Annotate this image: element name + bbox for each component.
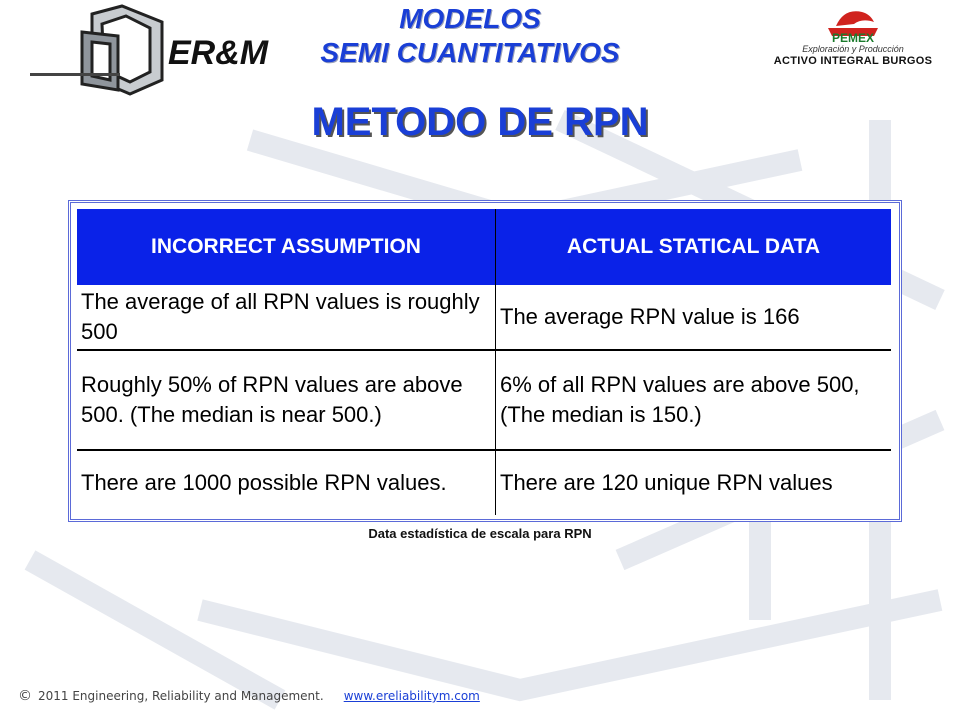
pemex-eagle-icon	[758, 4, 948, 44]
footer-link[interactable]: www.ereliabilitym.com	[343, 689, 480, 703]
header-title-line2: SEMI CUANTITATIVOS	[320, 37, 620, 68]
footer	[18, 688, 480, 704]
rpn-table-frame	[68, 200, 902, 522]
logo-text: ER&M	[168, 34, 269, 72]
table-cell: There are 120 unique RPN values	[500, 470, 833, 495]
pemex-tagline: Exploración y Producción	[802, 44, 904, 54]
copyright-icon: ©	[18, 688, 32, 704]
table-row	[77, 350, 891, 450]
table-cell: There are 1000 possible RPN values.	[77, 450, 496, 515]
slide-subtitle: METODO DE RPN	[311, 100, 649, 144]
table-caption: Data estadística de escala para RPN	[368, 526, 592, 541]
column-header-incorrect: INCORRECT ASSUMPTION	[77, 209, 496, 285]
column-header-actual: ACTUAL STATICAL DATA	[496, 209, 892, 285]
footer-text: 2011 Engineering, Reliability and Management.	[38, 689, 324, 703]
table-row	[77, 450, 891, 515]
table-cell: Roughly 50% of RPN values are above 500. (The median is near 500.)	[77, 350, 496, 450]
table-cell: The average of all RPN values is roughly 500	[77, 285, 496, 350]
pemex-brand: PEMEX	[831, 31, 875, 44]
erm-logo	[22, 2, 272, 102]
table-cell: The average RPN value is 166	[496, 285, 892, 350]
rpn-table	[77, 209, 891, 515]
header-title	[260, 2, 680, 70]
header-rule	[30, 73, 120, 76]
pemex-logo	[758, 4, 948, 68]
table-row	[77, 285, 891, 350]
header-title-line1: MODELOS	[399, 3, 541, 34]
pemex-asset: ACTIVO INTEGRAL BURGOS	[773, 55, 933, 67]
table-cell: 6% of all RPN values are above 500, (The median is 150.)	[496, 350, 892, 450]
